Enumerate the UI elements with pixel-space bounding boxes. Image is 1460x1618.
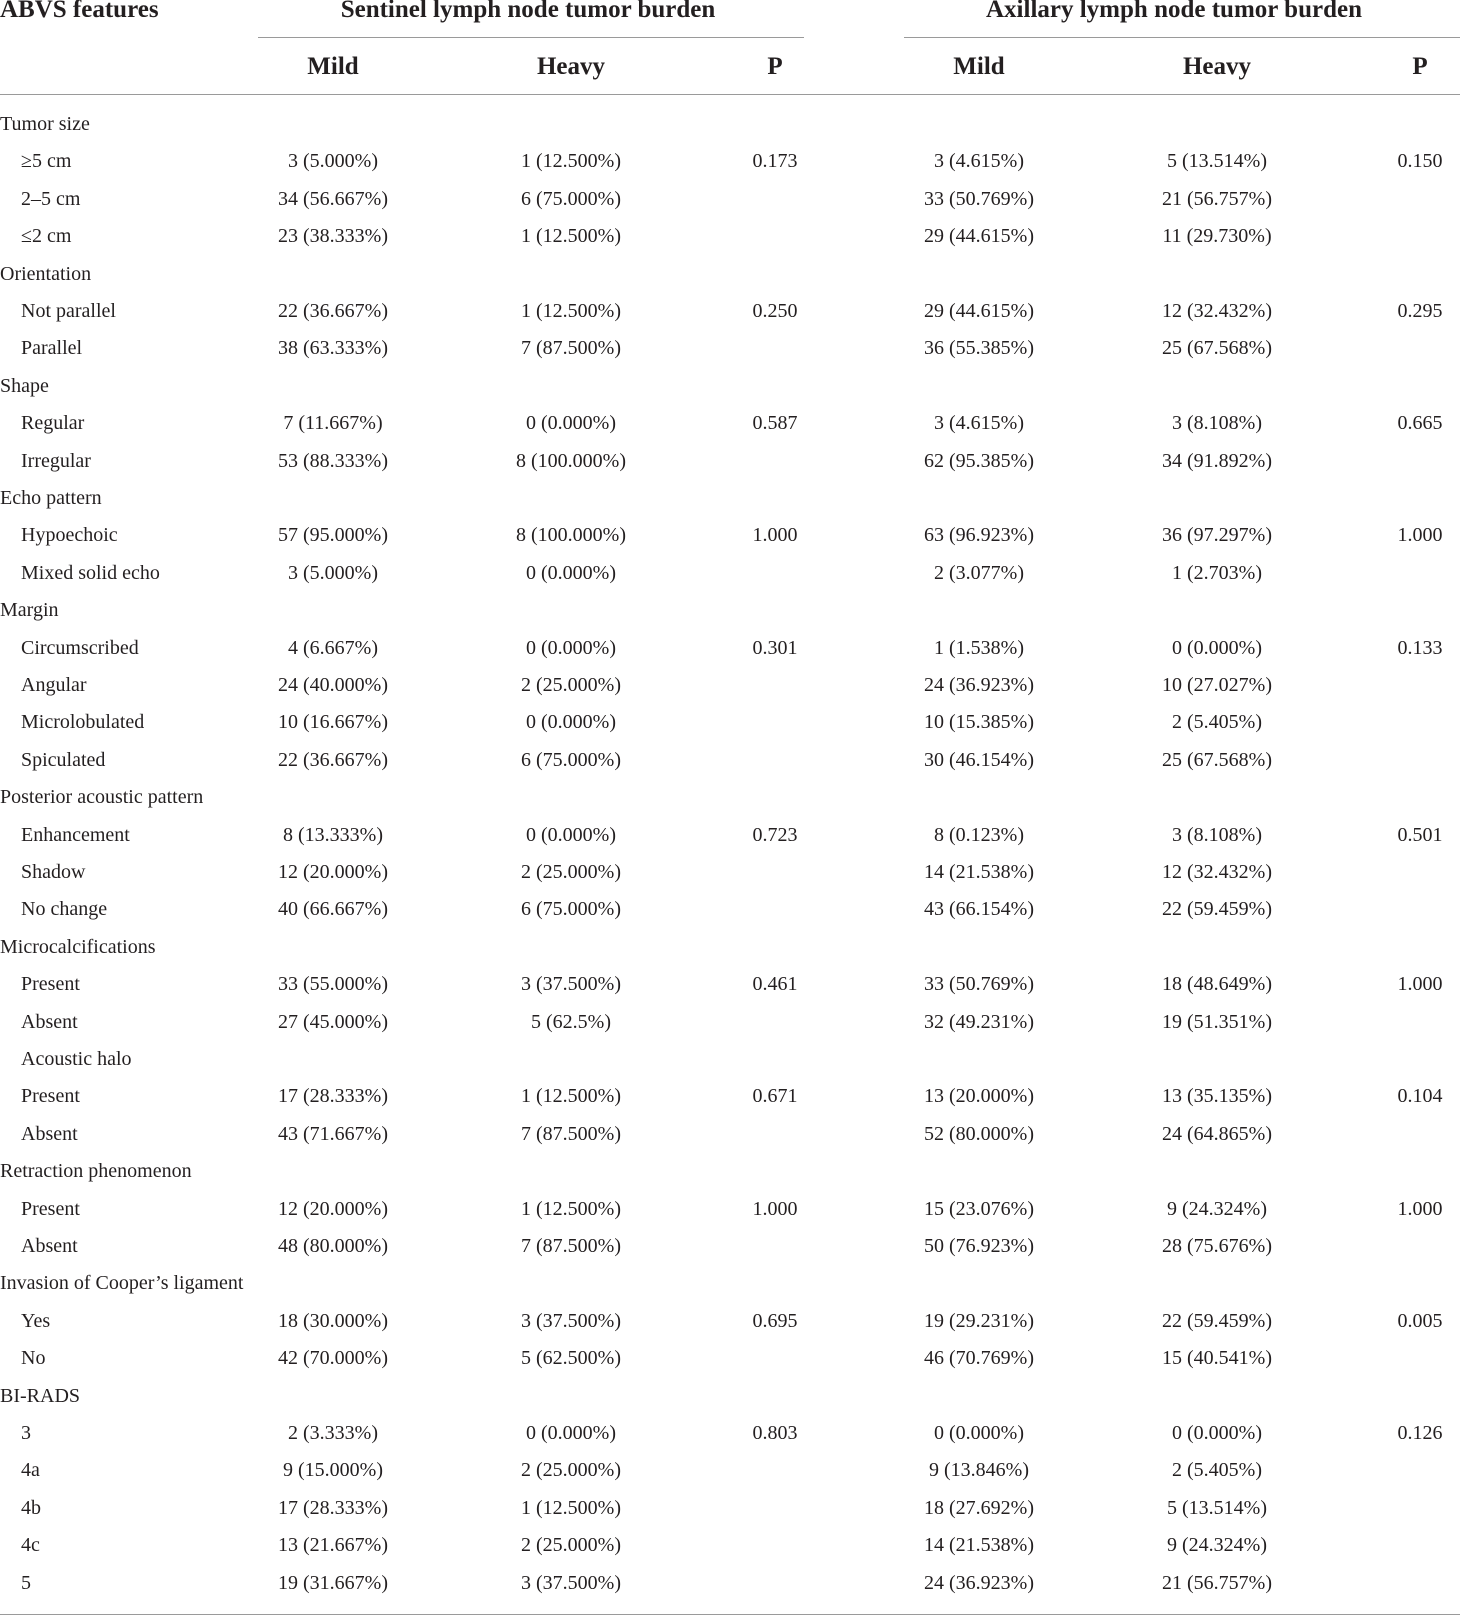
axillary-heavy-cell: 25 (67.568%) xyxy=(1162,337,1272,360)
sentinel-heavy-cell: 1 (12.500%) xyxy=(521,1197,621,1220)
sentinel-heavy-cell: 1 (12.500%) xyxy=(521,1496,621,1519)
row-label: Present xyxy=(21,1085,80,1108)
row-label: Circumscribed xyxy=(21,636,139,659)
sentinel-mild-cell: 12 (20.000%) xyxy=(278,861,388,883)
group-row xyxy=(0,1265,1460,1302)
axillary-heavy-cell: 34 (91.892%) xyxy=(1162,449,1272,472)
row-label: Yes xyxy=(21,1309,51,1332)
axillary-mild-cell: 63 (96.923%) xyxy=(924,524,1034,547)
row-label: Enhancement xyxy=(21,823,130,846)
sentinel-heavy-header: Heavy xyxy=(536,53,606,80)
axillary-p-cell: 1.000 xyxy=(1397,973,1443,996)
header-bottom-rule xyxy=(0,94,1460,95)
table-row xyxy=(0,966,1460,1003)
axillary-p-cell: 0.501 xyxy=(1397,823,1443,846)
sentinel-heavy-cell: 0 (0.000%) xyxy=(526,412,616,435)
row-label: Parallel xyxy=(21,337,83,360)
sentinel-mild-cell: 53 (88.333%) xyxy=(278,449,388,472)
axillary-heavy-cell: 22 (59.459%) xyxy=(1162,898,1272,921)
group-label: Orientation xyxy=(0,262,92,285)
table-row xyxy=(0,405,1460,442)
row-label: Spiculated xyxy=(21,748,106,771)
sentinel-heavy-cell: 2 (25.000%) xyxy=(521,1534,621,1557)
sentinel-mild-cell: 22 (36.667%) xyxy=(278,300,388,322)
group-row xyxy=(0,256,1460,293)
table-bottom-rule xyxy=(0,1614,1460,1615)
axillary-heavy-cell: 25 (67.568%) xyxy=(1162,748,1272,771)
row-label: Regular xyxy=(21,412,85,435)
sentinel-mild-cell: 57 (95.000%) xyxy=(278,524,388,547)
row-label: No change xyxy=(21,898,108,921)
sentinel-mild-cell: 42 (70.000%) xyxy=(278,1347,388,1370)
sentinel-mild-cell: 34 (56.667%) xyxy=(278,187,388,210)
axillary-heavy-cell: 28 (75.676%) xyxy=(1162,1235,1272,1257)
sentinel-heavy-cell: 7 (87.500%) xyxy=(521,337,621,360)
sentinel-heavy-cell: 3 (37.500%) xyxy=(521,1309,621,1332)
sentinel-mild-cell: 3 (5.000%) xyxy=(288,561,378,584)
group-label: Microcalcifications xyxy=(0,935,156,958)
axillary-p-cell: 0.104 xyxy=(1397,1085,1443,1108)
sentinel-p-cell: 0.301 xyxy=(752,636,798,659)
row-label: Present xyxy=(21,973,80,996)
table-row xyxy=(0,1041,1460,1078)
group-label: Retraction phenomenon xyxy=(0,1160,192,1183)
sentinel-mild-cell: 3 (5.000%) xyxy=(288,150,378,173)
group-row xyxy=(0,779,1460,816)
table-row xyxy=(0,293,1460,330)
table-row xyxy=(0,517,1460,554)
table-row xyxy=(0,181,1460,218)
sentinel-mild-header: Mild xyxy=(307,53,359,80)
sentinel-p-cell: 0.695 xyxy=(752,1309,798,1332)
sentinel-mild-cell: 13 (21.667%) xyxy=(278,1534,388,1557)
sentinel-mild-cell: 40 (66.667%) xyxy=(278,898,388,921)
axillary-mild-cell: 0 (0.000%) xyxy=(934,1422,1024,1444)
axillary-mild-cell: 24 (36.923%) xyxy=(924,1571,1034,1594)
sentinel-heavy-cell: 8 (100.000%) xyxy=(516,449,626,472)
axillary-mild-cell: 33 (50.769%) xyxy=(924,973,1034,996)
axillary-heavy-cell: 9 (24.324%) xyxy=(1167,1197,1267,1220)
row-label: Absent xyxy=(21,1122,78,1145)
table-row xyxy=(0,1340,1460,1377)
sentinel-heavy-cell: 3 (37.500%) xyxy=(521,973,621,996)
sentinel-mild-cell: 27 (45.000%) xyxy=(278,1010,388,1033)
sentinel-p-cell: 1.000 xyxy=(752,1197,798,1220)
table-row xyxy=(0,704,1460,741)
sentinel-mild-cell: 17 (28.333%) xyxy=(278,1085,388,1108)
axillary-header-rule xyxy=(904,37,1460,38)
row-label: No xyxy=(21,1347,46,1370)
sentinel-mild-cell: 10 (16.667%) xyxy=(278,711,388,734)
sentinel-p-cell: 0.461 xyxy=(752,973,798,996)
table-row xyxy=(0,330,1460,367)
axillary-heavy-cell: 15 (40.541%) xyxy=(1162,1347,1272,1370)
table-row xyxy=(0,1565,1460,1602)
row-label: Angular xyxy=(21,674,87,696)
axillary-mild-cell: 36 (55.385%) xyxy=(924,337,1034,360)
axillary-p-cell: 0.665 xyxy=(1397,412,1443,435)
row-label: 5 xyxy=(21,1571,31,1594)
table-row xyxy=(0,630,1460,667)
group-row xyxy=(0,929,1460,966)
sentinel-mild-cell: 12 (20.000%) xyxy=(278,1197,388,1220)
row-label: Irregular xyxy=(21,449,91,472)
group-label: Echo pattern xyxy=(0,487,102,509)
table-row xyxy=(0,891,1460,928)
sentinel-heavy-cell: 0 (0.000%) xyxy=(526,1422,616,1444)
sentinel-p-cell: 0.723 xyxy=(752,823,798,846)
axillary-p-cell: 0.005 xyxy=(1397,1309,1443,1332)
axillary-mild-cell: 8 (0.123%) xyxy=(934,823,1024,846)
axillary-heavy-cell: 0 (0.000%) xyxy=(1172,1422,1262,1444)
axillary-mild-cell: 32 (49.231%) xyxy=(924,1010,1034,1033)
axillary-mild-cell: 1 (1.538%) xyxy=(934,636,1024,659)
group-row xyxy=(0,1153,1460,1190)
axillary-mild-cell: 50 (76.923%) xyxy=(924,1235,1034,1257)
row-label: ≥5 cm xyxy=(21,150,72,173)
sentinel-heavy-cell: 6 (75.000%) xyxy=(521,898,621,921)
axillary-mild-cell: 2 (3.077%) xyxy=(934,561,1024,584)
row-label: Present xyxy=(21,1197,80,1220)
sentinel-heavy-cell: 8 (100.000%) xyxy=(516,524,626,547)
sentinel-heavy-cell: 3 (37.500%) xyxy=(521,1571,621,1594)
sentinel-heavy-cell: 5 (62.500%) xyxy=(521,1347,621,1370)
axillary-p-cell: 0.133 xyxy=(1397,636,1443,659)
axillary-heavy-cell: 0 (0.000%) xyxy=(1172,636,1262,659)
axillary-heavy-cell: 24 (64.865%) xyxy=(1162,1122,1272,1145)
sentinel-heavy-cell: 5 (62.5%) xyxy=(531,1010,611,1033)
table-row xyxy=(0,1527,1460,1564)
group-row xyxy=(0,480,1460,517)
axillary-heavy-cell: 9 (24.324%) xyxy=(1167,1534,1267,1557)
axillary-heavy-cell: 2 (5.405%) xyxy=(1172,711,1262,734)
axillary-p-cell: 0.126 xyxy=(1397,1422,1443,1444)
group-label: Shape xyxy=(0,374,49,397)
row-label: Shadow xyxy=(21,861,86,883)
axillary-heavy-cell: 3 (8.108%) xyxy=(1172,412,1262,435)
axillary-heavy-cell: 5 (13.514%) xyxy=(1167,1496,1267,1519)
table-row xyxy=(0,218,1460,255)
sentinel-header-rule xyxy=(258,37,804,38)
table-row xyxy=(0,1116,1460,1153)
row-label: 4c xyxy=(21,1534,40,1557)
row-label: Mixed solid echo xyxy=(21,561,160,584)
sentinel-mild-cell: 4 (6.667%) xyxy=(288,636,378,659)
axillary-mild-cell: 18 (27.692%) xyxy=(924,1496,1034,1519)
sentinel-p-cell: 1.000 xyxy=(752,524,798,547)
group-label: BI-RADS xyxy=(0,1384,81,1407)
axillary-p-cell: 0.150 xyxy=(1397,150,1443,173)
axillary-mild-cell: 10 (15.385%) xyxy=(924,711,1034,734)
axillary-p-cell: 1.000 xyxy=(1397,1197,1443,1220)
axillary-p-header: P xyxy=(1412,53,1428,80)
axillary-heavy-header: Heavy xyxy=(1182,53,1252,80)
sentinel-heavy-cell: 1 (12.500%) xyxy=(521,150,621,173)
axillary-heavy-cell: 21 (56.757%) xyxy=(1162,187,1272,210)
group-label: Margin xyxy=(0,599,59,622)
row-label: Absent xyxy=(21,1010,78,1033)
axillary-heavy-cell: 1 (2.703%) xyxy=(1172,561,1262,584)
table-row xyxy=(0,1490,1460,1527)
sentinel-heavy-cell: 7 (87.500%) xyxy=(521,1122,621,1145)
axillary-mild-cell: 29 (44.615%) xyxy=(924,300,1034,322)
axillary-mild-cell: 14 (21.538%) xyxy=(924,861,1034,883)
axillary-heavy-cell: 13 (35.135%) xyxy=(1162,1085,1272,1108)
sentinel-p-cell: 0.803 xyxy=(752,1422,798,1444)
sentinel-p-cell: 0.671 xyxy=(752,1085,798,1108)
row-label: Absent xyxy=(21,1235,78,1257)
table-row xyxy=(0,1228,1460,1265)
sentinel-p-header: P xyxy=(767,53,783,80)
sentinel-mild-cell: 22 (36.667%) xyxy=(278,748,388,771)
axillary-heavy-cell: 22 (59.459%) xyxy=(1162,1309,1272,1332)
axillary-mild-cell: 3 (4.615%) xyxy=(934,150,1024,173)
sentinel-mild-cell: 23 (38.333%) xyxy=(278,225,388,248)
axillary-mild-cell: 19 (29.231%) xyxy=(924,1309,1034,1332)
row-label: 2–5 cm xyxy=(21,187,81,210)
sentinel-heavy-cell: 1 (12.500%) xyxy=(521,1085,621,1108)
group-label: Acoustic halo xyxy=(21,1048,132,1070)
table-row xyxy=(0,667,1460,704)
axillary-mild-cell: 43 (66.154%) xyxy=(924,898,1034,921)
group-label: Tumor size xyxy=(0,113,90,135)
sentinel-heavy-cell: 2 (25.000%) xyxy=(521,1459,621,1482)
axillary-heavy-cell: 11 (29.730%) xyxy=(1162,225,1272,248)
group-row xyxy=(0,106,1460,143)
axillary-heavy-cell: 36 (97.297%) xyxy=(1162,524,1272,547)
group-row xyxy=(0,592,1460,629)
axillary-mild-cell: 9 (13.846%) xyxy=(929,1459,1029,1482)
axillary-heavy-cell: 18 (48.649%) xyxy=(1162,973,1272,996)
table-row xyxy=(0,742,1460,779)
sentinel-heavy-cell: 0 (0.000%) xyxy=(526,561,616,584)
table-row xyxy=(0,1452,1460,1489)
axillary-mild-cell: 46 (70.769%) xyxy=(924,1347,1034,1370)
axillary-mild-cell: 14 (21.538%) xyxy=(924,1534,1034,1557)
axillary-heavy-cell: 12 (32.432%) xyxy=(1162,861,1272,883)
table-row xyxy=(0,443,1460,480)
row-label: ≤2 cm xyxy=(21,225,72,248)
axillary-mild-cell: 52 (80.000%) xyxy=(924,1122,1034,1145)
axillary-mild-header: Mild xyxy=(953,53,1005,80)
sentinel-heavy-cell: 2 (25.000%) xyxy=(521,674,621,696)
group-row xyxy=(0,368,1460,405)
row-label: 3 xyxy=(21,1422,31,1444)
sentinel-mild-cell: 43 (71.667%) xyxy=(278,1122,388,1145)
axillary-mild-cell: 29 (44.615%) xyxy=(924,225,1034,248)
table-row xyxy=(0,817,1460,854)
group-row xyxy=(0,1378,1460,1415)
sentinel-heavy-cell: 6 (75.000%) xyxy=(521,187,621,210)
sentinel-mild-cell: 24 (40.000%) xyxy=(278,674,388,696)
sentinel-mild-cell: 33 (55.000%) xyxy=(278,973,388,996)
axillary-heavy-cell: 19 (51.351%) xyxy=(1162,1010,1272,1033)
group-label: Posterior acoustic pattern xyxy=(0,786,204,809)
sentinel-heavy-cell: 1 (12.500%) xyxy=(521,225,621,248)
axillary-mild-cell: 62 (95.385%) xyxy=(924,449,1034,472)
sentinel-p-cell: 0.587 xyxy=(752,412,798,435)
sentinel-mild-cell: 38 (63.333%) xyxy=(278,337,388,360)
sentinel-mild-cell: 7 (11.667%) xyxy=(283,412,383,435)
axillary-p-cell: 1.000 xyxy=(1397,524,1443,547)
sentinel-heavy-cell: 0 (0.000%) xyxy=(526,823,616,846)
table-row xyxy=(0,1078,1460,1115)
sentinel-p-cell: 0.173 xyxy=(752,150,798,173)
axillary-mild-cell: 24 (36.923%) xyxy=(924,674,1034,696)
table-row xyxy=(0,854,1460,891)
row-label: 4b xyxy=(21,1496,41,1519)
axillary-group-header: Axillary lymph node tumor burden xyxy=(986,0,1362,23)
sentinel-mild-cell: 2 (3.333%) xyxy=(288,1422,378,1444)
sentinel-heavy-cell: 0 (0.000%) xyxy=(526,711,616,734)
axillary-heavy-cell: 12 (32.432%) xyxy=(1162,300,1272,322)
group-label: Invasion of Cooper’s ligament xyxy=(0,1272,244,1295)
axillary-p-cell: 0.295 xyxy=(1397,300,1443,322)
sentinel-mild-cell: 19 (31.667%) xyxy=(278,1571,388,1594)
row-label: Microlobulated xyxy=(21,711,145,734)
table-row xyxy=(0,143,1460,180)
sentinel-mild-cell: 9 (15.000%) xyxy=(283,1459,383,1482)
axillary-mild-cell: 13 (20.000%) xyxy=(924,1085,1034,1108)
sentinel-heavy-cell: 6 (75.000%) xyxy=(521,748,621,771)
row-label: Hypoechoic xyxy=(21,524,118,547)
sentinel-heavy-cell: 0 (0.000%) xyxy=(526,636,616,659)
sentinel-mild-cell: 18 (30.000%) xyxy=(278,1309,388,1332)
features-header: ABVS features xyxy=(0,0,159,23)
axillary-mild-cell: 33 (50.769%) xyxy=(924,187,1034,210)
axillary-mild-cell: 30 (46.154%) xyxy=(924,748,1034,771)
sentinel-heavy-cell: 7 (87.500%) xyxy=(521,1235,621,1257)
table-row xyxy=(0,1004,1460,1041)
sentinel-p-cell: 0.250 xyxy=(752,300,798,322)
sentinel-heavy-cell: 2 (25.000%) xyxy=(521,861,621,883)
table-row xyxy=(0,1415,1460,1452)
row-label: 4a xyxy=(21,1459,40,1482)
table-row xyxy=(0,1303,1460,1340)
axillary-heavy-cell: 10 (27.027%) xyxy=(1162,674,1272,696)
axillary-heavy-cell: 2 (5.405%) xyxy=(1172,1459,1262,1482)
axillary-mild-cell: 3 (4.615%) xyxy=(934,412,1024,435)
table-row xyxy=(0,1191,1460,1228)
table-row xyxy=(0,555,1460,592)
sentinel-mild-cell: 48 (80.000%) xyxy=(278,1235,388,1257)
row-label: Not parallel xyxy=(21,300,116,322)
axillary-heavy-cell: 5 (13.514%) xyxy=(1167,150,1267,173)
axillary-mild-cell: 15 (23.076%) xyxy=(924,1197,1034,1220)
sentinel-group-header: Sentinel lymph node tumor burden xyxy=(340,0,716,23)
sentinel-heavy-cell: 1 (12.500%) xyxy=(521,300,621,322)
axillary-heavy-cell: 21 (56.757%) xyxy=(1162,1571,1272,1594)
sentinel-mild-cell: 8 (13.333%) xyxy=(283,823,383,846)
axillary-heavy-cell: 3 (8.108%) xyxy=(1172,823,1262,846)
sentinel-mild-cell: 17 (28.333%) xyxy=(278,1496,388,1519)
